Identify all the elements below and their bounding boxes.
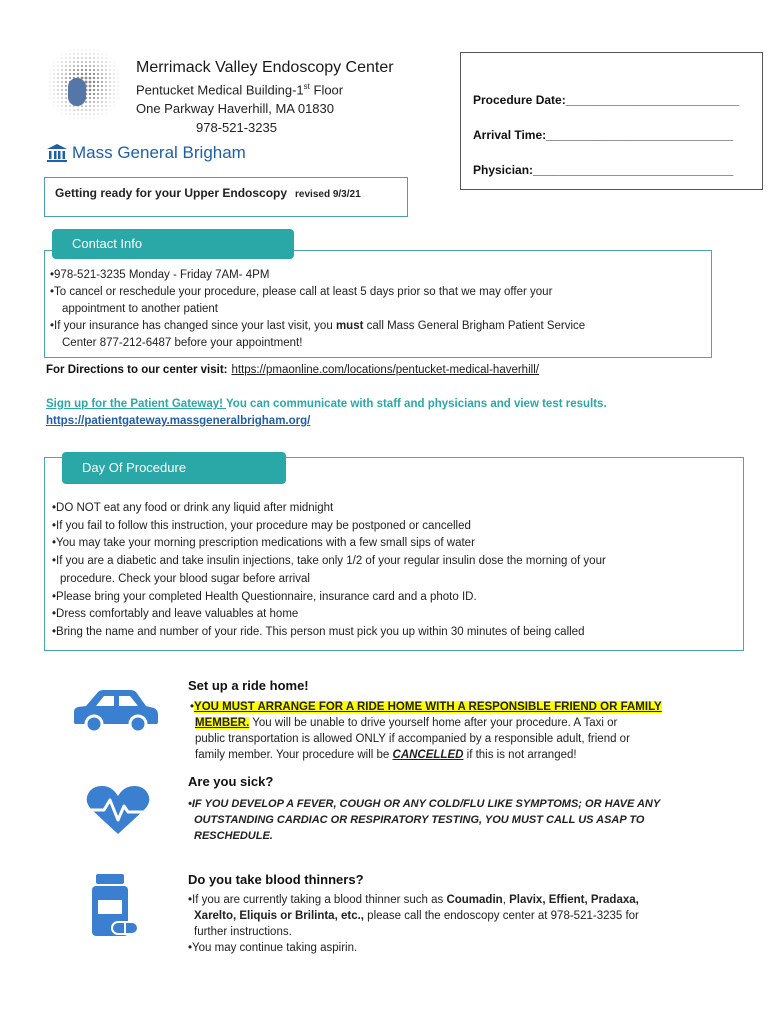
logo-dot <box>73 73 75 75</box>
logo-dot <box>93 93 95 95</box>
logo-dot <box>82 50 83 51</box>
logo-dot <box>70 54 71 55</box>
logo-dot <box>109 93 110 94</box>
contact-info-list <box>50 267 705 352</box>
ride-heading: Set up a ride home! <box>188 678 309 693</box>
logo-dot <box>118 78 119 79</box>
logo-dot <box>118 74 119 75</box>
logo-dot <box>118 70 119 71</box>
logo-dot <box>74 118 75 119</box>
logo-dot <box>61 73 62 74</box>
logo-dot <box>57 73 58 74</box>
logo-dot <box>97 105 98 106</box>
logo-dot <box>114 70 115 71</box>
logo-dot <box>70 114 71 115</box>
logo-dot <box>57 69 58 70</box>
logo-dot <box>101 97 103 99</box>
building-icon <box>46 143 68 163</box>
logo-dot <box>106 106 107 107</box>
logo-dot <box>89 101 91 103</box>
logo-dot <box>73 109 74 110</box>
center-logo <box>44 44 124 124</box>
logo-dot <box>109 97 110 98</box>
logo-dot <box>114 102 115 103</box>
procedure-date-field[interactable]: Procedure Date:__________________________ <box>473 93 740 107</box>
logo-dot <box>50 70 51 71</box>
logo-dot <box>61 69 62 70</box>
logo-dot <box>97 81 99 83</box>
logo-dot <box>106 54 107 55</box>
document-title: Getting ready for your Upper Endoscopy revised 9/3/21 <box>55 186 361 200</box>
logo-dot <box>101 101 102 102</box>
list-item: •Dress comfortably and leave valuables at home <box>52 608 299 621</box>
logo-dot <box>97 69 99 71</box>
logo-dot <box>89 69 91 71</box>
logo-dot <box>85 73 87 75</box>
logo-dot <box>85 61 87 63</box>
logo-dot <box>110 66 111 67</box>
logo-dot <box>105 97 106 98</box>
logo-dot <box>57 97 58 98</box>
logo-dot <box>54 70 55 71</box>
logo-dot <box>90 118 91 119</box>
logo-dot <box>89 97 91 99</box>
logo-dot <box>77 69 79 71</box>
logo-dot <box>85 57 86 58</box>
logo-dot <box>78 50 79 51</box>
logo-dot <box>89 65 91 67</box>
logo-dot <box>77 61 79 63</box>
logo-dot <box>101 61 102 62</box>
logo-dot <box>61 85 63 87</box>
logo-dot <box>57 93 58 94</box>
car-icon <box>72 686 160 734</box>
logo-dot <box>101 65 102 66</box>
logo-dot <box>65 65 66 66</box>
logo-dot <box>97 85 99 87</box>
logo-dot <box>58 62 59 63</box>
logo-dot <box>101 89 103 91</box>
address-line: One Parkway Haverhill, MA 01830 <box>136 101 334 116</box>
logo-dot <box>50 82 51 83</box>
logo-dot <box>85 113 86 114</box>
logo-dot <box>69 61 70 62</box>
logo-dot <box>73 69 75 71</box>
logo-dot <box>57 81 58 82</box>
blood-thinners-heading: Do you take blood thinners? <box>188 872 364 887</box>
logo-dot <box>114 74 115 75</box>
list-item: Center 877-212-6487 before your appointment! <box>62 337 303 349</box>
logo-dot <box>93 105 94 106</box>
logo-dot <box>93 57 94 58</box>
directions-line: For Directions to our center visit: https://pmaonline.com/locations/pentucket-medical-haverhill/ <box>46 364 539 376</box>
logo-dot <box>89 57 90 58</box>
logo-dot <box>61 93 62 94</box>
list-item: •DO NOT eat any food or drink any liquid after midnight <box>52 502 334 514</box>
list-item: •If your insurance has changed since your last visit, you must call Mass General Brigham Patient Service <box>50 320 586 332</box>
logo-dot <box>114 94 115 95</box>
logo-dot <box>106 58 107 59</box>
list-item: •To cancel or reschedule your procedure, please call at least 5 days prior so that we may offer your <box>50 286 553 298</box>
contact-info-tab: Contact Info <box>52 229 294 259</box>
logo-dot <box>89 53 90 54</box>
logo-dot <box>118 90 119 91</box>
logo-dot <box>58 110 59 111</box>
logo-dot <box>110 106 111 107</box>
logo-dot <box>65 105 66 106</box>
center-name: Merrimack Valley Endoscopy Center <box>136 59 394 76</box>
logo-dot <box>62 54 63 55</box>
revision-date: revised 9/3/21 <box>295 189 361 200</box>
logo-dot <box>93 77 95 79</box>
brand-name: Mass General Brigham <box>72 143 246 162</box>
logo-dot <box>105 65 106 66</box>
logo-dot <box>69 69 71 71</box>
logo-dot <box>114 66 115 67</box>
logo-dot <box>54 102 55 103</box>
list-item: •978-521-3235 Monday - Friday 7AM- 4PM <box>50 269 270 281</box>
logo-dot <box>50 74 51 75</box>
logo-dot <box>109 73 110 74</box>
logo-dot <box>97 97 99 99</box>
logo-dot <box>110 58 111 59</box>
logo-dot <box>66 110 67 111</box>
logo-dot <box>113 77 114 78</box>
title-box <box>44 177 408 217</box>
logo-dot <box>65 81 67 83</box>
logo-dot <box>81 73 83 75</box>
logo-dot <box>109 81 110 82</box>
ride-text: •YOU MUST ARRANGE FOR A RIDE HOME WITH A RESPONSIBLE FRIEND OR FAMILY MEMBER. You will be unable to drive yourself home after your procedure. A Taxi or public transportation is allowed ONLY if accompanied by a responsible adult, friend or family member. Your procedure will be CANCELLED if this is not arranged! <box>190 701 662 761</box>
logo-dot <box>86 50 87 51</box>
logo-dot <box>61 89 63 91</box>
logo-dot <box>53 89 54 90</box>
logo-dot <box>66 58 67 59</box>
procedure-info-box <box>460 52 763 190</box>
logo-dot <box>118 82 119 83</box>
list-item: •If you fail to follow this instruction, your procedure may be postponed or cancelled <box>52 519 471 532</box>
logo-dot <box>86 118 87 119</box>
logo-dot <box>89 89 92 92</box>
logo-dot <box>110 62 111 63</box>
logo-dot <box>77 109 78 110</box>
logo-dot <box>93 97 95 99</box>
logo-dot <box>105 101 106 102</box>
logo-dot <box>58 102 59 103</box>
logo-dot <box>98 54 99 55</box>
logo-dot <box>62 58 63 59</box>
logo-dot <box>93 73 95 75</box>
logo-dot <box>65 89 67 91</box>
logo-dot <box>77 73 79 75</box>
logo-dot <box>70 50 71 51</box>
logo-dot <box>61 77 63 79</box>
logo-dot <box>54 74 55 75</box>
logo-dot <box>89 77 92 80</box>
logo-dot <box>62 114 63 115</box>
logo-dot <box>53 81 54 82</box>
logo-dot <box>85 65 87 67</box>
logo-dot <box>90 50 91 51</box>
logo-dot <box>93 109 94 110</box>
sick-heading: Are you sick? <box>188 774 274 789</box>
logo-dot <box>101 81 103 83</box>
logo-dot <box>109 69 110 70</box>
logo-dot <box>50 86 51 87</box>
logo-dot <box>89 113 90 114</box>
logo-dot <box>81 57 82 58</box>
brand-logo <box>46 143 246 163</box>
logo-dot <box>70 118 71 119</box>
heart-pulse-icon <box>84 784 152 836</box>
logo-dot <box>114 98 115 99</box>
logo-dot <box>97 73 99 75</box>
logo-dot <box>97 57 98 58</box>
logo-dot <box>105 69 106 70</box>
blood-thinners-text: •If you are currently taking a blood thinner such as Coumadin, Plavix, Effient, Pradaxa, Xarelto, Eliquis or Brilinta, etc., please call the endoscopy center at 978-521-3235 for further instructions. •You may continue taking aspirin. <box>188 894 639 954</box>
logo-dot <box>98 114 99 115</box>
logo-dot <box>101 77 103 79</box>
logo-dot <box>110 102 111 103</box>
logo-dot <box>73 57 74 58</box>
logo-dot <box>53 77 54 78</box>
list-item: •Bring the name and number of your ride. This person must pick you up within 30 minutes of being called <box>52 625 585 638</box>
logo-dot <box>50 94 51 95</box>
logo-dot <box>81 113 82 114</box>
logo-dot <box>101 69 103 71</box>
logo-dot <box>89 81 92 84</box>
logo-dot <box>94 118 95 119</box>
logo-dot <box>50 90 51 91</box>
logo-dot <box>54 98 55 99</box>
arrival-time-field[interactable]: Arrival Time:____________________________ <box>473 128 734 142</box>
logo-dot <box>65 73 67 75</box>
logo-dot <box>93 65 95 67</box>
logo-dot <box>101 105 102 106</box>
logo-dot <box>65 69 67 71</box>
logo-dot <box>61 81 63 83</box>
logo-dot <box>105 89 107 91</box>
logo-dot <box>102 110 103 111</box>
logo-dot <box>93 101 95 103</box>
logo-dot <box>81 69 83 71</box>
logo-dot <box>65 77 67 79</box>
logo-dot <box>77 65 79 67</box>
logo-dot <box>97 65 99 67</box>
logo-dot <box>69 57 70 58</box>
logo-dot <box>85 105 87 107</box>
logo-dot <box>106 114 107 115</box>
list-item: •You may take your morning prescription medications with a few small sips of water <box>52 537 475 550</box>
logo-dot <box>118 98 119 99</box>
logo-dot <box>65 85 67 87</box>
list-item: •Please bring your completed Health Questionnaire, insurance card and a photo ID. <box>52 590 477 603</box>
logo-dot <box>101 85 103 87</box>
logo-dot <box>69 105 70 106</box>
day-of-procedure-list <box>52 500 737 642</box>
list-item: •If you are a diabetic and take insulin injections, take only 1/2 of your regular insulin dose the morning of your <box>52 555 606 568</box>
logo-dot <box>102 58 103 59</box>
logo-dot <box>81 105 83 107</box>
logo-dot <box>105 85 107 87</box>
gateway-line: Sign up for the Patient Gateway! You can communicate with staff and physicians and view test results. <box>46 398 607 410</box>
logo-dot <box>77 57 78 58</box>
logo-dot <box>97 101 99 103</box>
logo-dot <box>58 58 59 59</box>
logo-dot <box>77 53 78 54</box>
logo-dot <box>54 106 55 107</box>
logo-dot <box>57 85 58 86</box>
logo-dot <box>61 97 62 98</box>
logo-dot <box>81 53 82 54</box>
logo-dot <box>93 85 95 87</box>
logo-dot <box>105 77 107 79</box>
logo-dot <box>106 62 107 63</box>
directions-link[interactable]: https://pmaonline.com/locations/pentucket-medical-haverhill/ <box>231 364 539 376</box>
logo-dot <box>97 89 99 91</box>
logo-dot <box>89 93 91 95</box>
logo-dot <box>82 118 83 119</box>
logo-dot <box>89 73 91 75</box>
logo-dot <box>113 85 114 86</box>
logo-dot <box>105 81 107 83</box>
logo-dot <box>54 66 55 67</box>
logo-dot <box>73 65 75 67</box>
logo-dot <box>65 61 66 62</box>
medicine-bottle-icon <box>88 872 140 940</box>
list-item: appointment to another patient <box>62 303 219 315</box>
logo-dot <box>69 65 71 67</box>
logo-dot <box>74 50 75 51</box>
logo-dot <box>85 53 86 54</box>
logo-dot <box>113 81 114 82</box>
gateway-url-link[interactable]: https://patientgateway.massgeneralbrigham.org/ <box>46 415 311 427</box>
logo-dot <box>94 114 95 115</box>
phone-line: 978-521-3235 <box>196 120 277 135</box>
logo-dot <box>65 101 66 102</box>
logo-dot <box>69 109 70 110</box>
logo-dot <box>85 101 87 103</box>
list-item: procedure. Check your blood sugar before arrival <box>60 572 310 585</box>
logo-dot <box>102 114 103 115</box>
logo-dot <box>85 109 86 110</box>
logo-dot <box>97 109 98 110</box>
logo-dot <box>109 85 110 86</box>
logo-dot <box>105 93 106 94</box>
logo-dot <box>93 89 95 91</box>
logo-dot <box>54 62 55 63</box>
logo-dot <box>66 114 67 115</box>
day-of-procedure-tab: Day Of Procedure <box>62 452 286 484</box>
logo-dot <box>114 106 115 107</box>
logo-dot <box>97 77 99 79</box>
logo-dot <box>94 50 95 51</box>
logo-dot <box>65 97 67 99</box>
logo-dot <box>58 106 59 107</box>
logo-dot <box>118 86 119 87</box>
logo-dot <box>78 118 79 119</box>
logo-dot <box>106 110 107 111</box>
logo-dot <box>58 66 59 67</box>
logo-dot <box>50 98 51 99</box>
logo-dot <box>93 81 95 83</box>
logo-dot <box>89 61 91 63</box>
logo-dot <box>50 78 51 79</box>
logo-dot <box>61 101 62 102</box>
logo-dot <box>77 113 78 114</box>
logo-dot <box>93 61 94 62</box>
logo-dot <box>114 62 115 63</box>
logo-dot <box>85 77 88 80</box>
logo-dot <box>61 65 62 66</box>
sick-text: •IF YOU DEVELOP A FEVER, COUGH OR ANY COLD/FLU LIKE SYMPTOMS; OR HAVE ANY OUTSTANDING CARDIAC OR RESPIRATORY TESTING, YOU MUST CALL US ASAP TO RESCHEDULE. <box>188 798 661 842</box>
logo-dot <box>85 69 87 71</box>
logo-dot <box>57 89 58 90</box>
logo-dot <box>62 110 63 111</box>
logo-dot <box>62 62 63 63</box>
logo-dot <box>113 89 114 90</box>
logo-dot <box>74 114 75 115</box>
logo-dot <box>98 50 99 51</box>
logo-dot <box>109 77 110 78</box>
logo-dot <box>54 94 55 95</box>
logo-dot <box>118 94 119 95</box>
logo-dot <box>98 118 99 119</box>
logo-dot <box>81 65 83 67</box>
logo-dot <box>101 73 103 75</box>
logo-dot <box>73 61 74 62</box>
logo-dot <box>74 54 75 55</box>
gateway-signup-link[interactable]: Sign up for the Patient Gateway! <box>46 398 226 410</box>
logo-dot <box>101 93 103 95</box>
logo-dot <box>69 77 71 79</box>
logo-dot <box>62 106 63 107</box>
logo-dot <box>81 109 82 110</box>
logo-dot <box>105 73 106 74</box>
logo-dot <box>69 73 71 75</box>
logo-dot <box>81 61 83 63</box>
logo-dot <box>89 109 90 110</box>
building-line: Pentucket Medical Building-1st Floor <box>136 82 344 98</box>
logo-dot <box>93 69 95 71</box>
logo-dot <box>66 54 67 55</box>
logo-dot <box>94 54 95 55</box>
logo-dot <box>57 77 58 78</box>
logo-dot <box>89 105 91 107</box>
physician-field[interactable]: Physician:______________________________ <box>473 163 734 177</box>
logo-dot <box>97 93 99 95</box>
logo-dot <box>110 110 111 111</box>
logo-dot <box>65 93 67 95</box>
logo-dot <box>89 85 92 88</box>
logo-dot <box>109 89 110 90</box>
logo-dot <box>102 54 103 55</box>
logo-dot <box>53 85 54 86</box>
logo-dot <box>97 61 98 62</box>
